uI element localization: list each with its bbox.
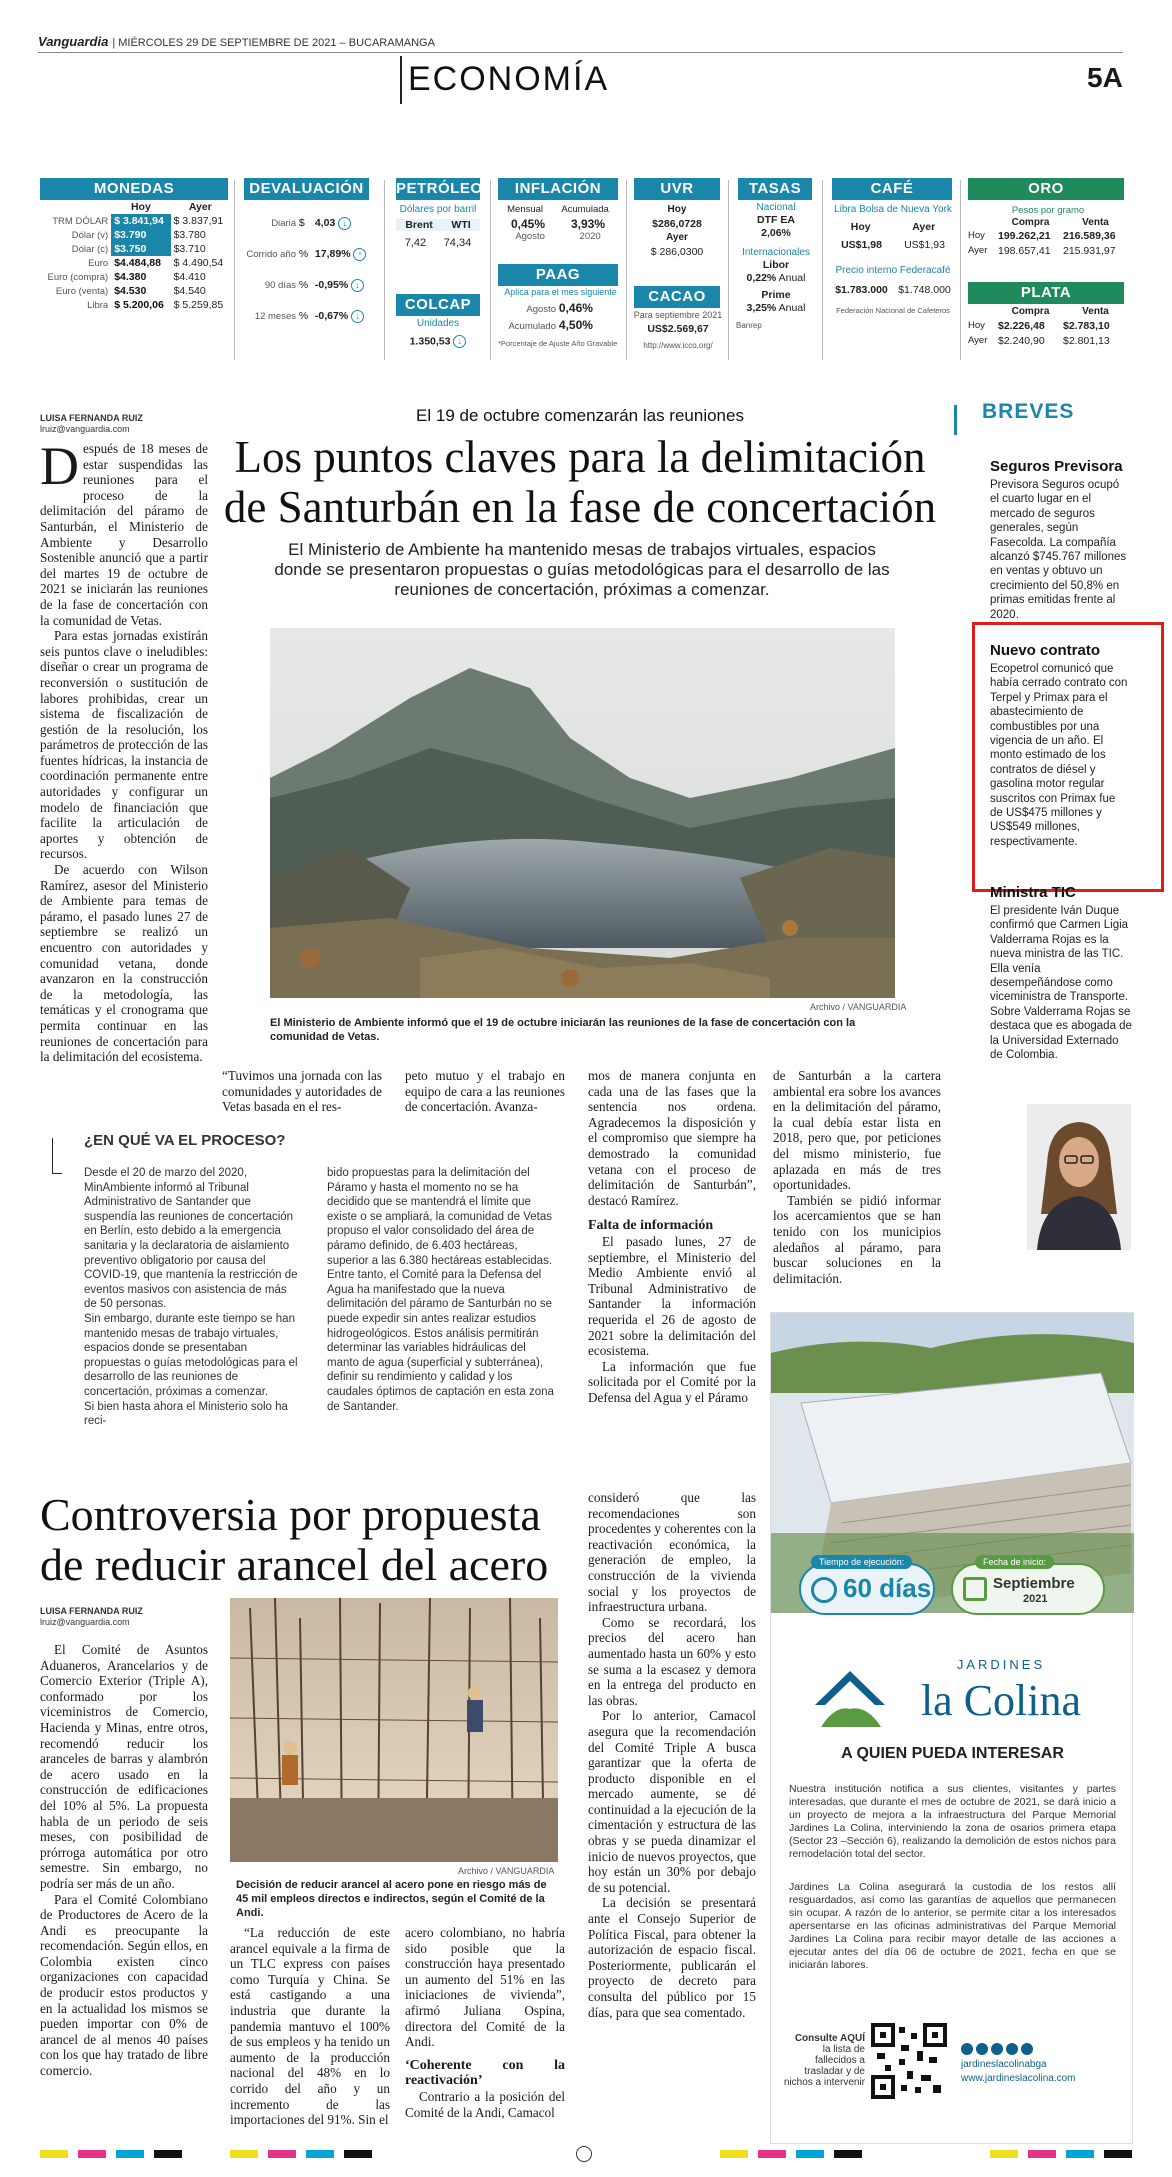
article-column: El Comité de Asuntos Aduaneros, Arancelarios y de Comercio Exterior (Triple A), conformado por los viceministros de Comercio, Hacienda y Minas, entre otros, recomendó reducir los aranceles de barras y alambrón de acero usado en la construcción de edificaciones del 10% al 5%. La propuesta habla de un periodo de seis meses, con posibilidad de prórroga automática por otro semestre. Sin embargo, no podría ser más de un año. Para el Comité Colombiano de Productores de Acero de la Andi es preocupante la recomendación. Según ellos, en Colombia existen cinco organizaciones con capacidad de producir estos productos y en la actualidad los mismos se pueden importar con 0% de arancel de al menos 40 países con los que hay tratado de libre comercio. xyxy=(40,1642,208,2079)
arrow-up-icon: ↑ xyxy=(353,248,366,261)
qr-code-icon xyxy=(871,2023,947,2099)
brief-body: Previsora Seguros ocupó el cuarto lugar en el mercado de seguros generales, según Fasecolda. La compañía alcanzó $745.767 millones en ventas y obtuvo un crecimiento del 50,8% en primas emitidas frente al 2020. xyxy=(990,479,1127,621)
plata-header: PLATA xyxy=(968,282,1124,304)
list-item: 90 días % -0,95% ↓ xyxy=(244,270,374,301)
portrait-photo xyxy=(1027,1104,1131,1250)
registration-mark-icon xyxy=(576,2146,592,2162)
devaluacion-list xyxy=(244,208,374,332)
page-number: 5A xyxy=(1087,62,1123,93)
list-item: Corrido año % 17,89% ↑ xyxy=(244,239,374,270)
breves-title: BREVES xyxy=(982,400,1075,423)
masthead-city: BUCARAMANGA xyxy=(348,37,435,49)
masthead-date: MIÉRCOLES 29 DE SEPTIEMBRE DE 2021 xyxy=(118,37,337,49)
arrow-down-icon: ↓ xyxy=(338,217,351,230)
colcap-header: COLCAP xyxy=(396,294,480,316)
table-row: TRM DÓLAR $ 3.841,94 $ 3.837,91 xyxy=(52,215,224,227)
list-item: Diaria $ 4,03 ↓ xyxy=(244,208,374,239)
kicker: El 19 de octubre comenzarán las reuniones xyxy=(416,406,744,425)
brief-body: Ecopetrol comunicó que había cerrado contrato con Terpel y Primax para el abastecimiento de combustibles por una vigencia de un año. El monto estimado de los contratos de diésel y gasolina motor regular suscritos con Primax fue de US$475 millones y US$549 millones, respectivamente. xyxy=(990,663,1128,848)
cacao-header: CACAO xyxy=(634,286,720,308)
tasas-header: TASAS xyxy=(738,178,812,200)
calendar-icon xyxy=(963,1577,987,1601)
cafe-box: Libra Bolsa de Nueva York Hoy Ayer US$1,98 US$1,93 Precio interno Federacafé $1.783.000 $1.748.000 Federación Nacional de Cafeteros xyxy=(834,204,952,315)
la-colina-logo-icon xyxy=(811,1665,889,1729)
qr-caption: Consulte AQUÍ la lista de fallecidos a trasladar y de nichos a intervenir xyxy=(783,2033,865,2088)
oro-header: ORO xyxy=(968,178,1124,200)
breves-accent xyxy=(954,405,957,435)
paag-box: Aplica para el mes siguiente Agosto 0,46% Acumulado 4,50% *Porcentaje de Ajuste Año Gravable xyxy=(498,287,618,348)
oro-box: Pesos por gramo Compra Venta Hoy 199.262,21 216.589,36 Ayer 198.657,41 215.931,97 xyxy=(968,205,1116,257)
divider xyxy=(728,180,729,360)
article-column: consideró que las recomendaciones son procedentes y coherentes con la reactivación económica, la generación de empleo, la construcción de la vivienda social y los proyectos de infraestructura urbana. Como se recordará, los precios del acero han aumentado hasta un 60% y esto se suma a la escasez y demora en la entrega del producto en las obras. Por lo anterior, Camacol asegura que la recomendación del Comité Triple A busca garantizar que la oferta de producto disponible en el mercado aumente, se dé continuidad a la ejecución de la cimentación y estructura de las obras y se pueda dinamizar el inicio de nuevos proyectos, que hoy están un 30% por debajo de su potencial. La decisión se presentará ante el Consejo Superior de Política Fiscal, para obtener la autorización de espacio fiscal. Posteriormente, publicarán el proyecto de decreto para consulta del público por 15 días, para que sea comentado. xyxy=(588,1490,756,2020)
advertisement xyxy=(770,1312,1133,2144)
construction-photo xyxy=(230,1598,558,1862)
brand-name: la Colina xyxy=(920,1676,1082,1725)
table-row: Libra $ 5.200,06 $ 5.259,85 xyxy=(87,299,224,311)
article-column: de Santurbán a la cartera ambiental era sobre los avances en la delimitación del páramo, la cual debía estar lista en 2018, pero que, por peticiones del mismo ministerio, fue aplazada en más de tres oportunidades. También se pidió informar los acercamientos que se han tenido con los municipios aledaños al páramo, para buscar soluciones en la delimitación. xyxy=(773,1068,941,1286)
social-icons xyxy=(961,2043,1033,2055)
article-column: “Tuvimos una jornada con las comunidades y autoridades de Vetas basada en el res- xyxy=(222,1068,382,1115)
execution-time-badge: Tiempo de ejecución: 60 días xyxy=(799,1563,935,1615)
col-hoy: Hoy xyxy=(130,201,151,213)
table-row: Euro $4.484,88 $ 4.490,54 xyxy=(88,257,224,269)
subhead: ‘Coherente con la reactivación’ xyxy=(405,2057,565,2089)
plata-box: Compra Venta Hoy $2.226,48 $2.783,10 Ayer $2.240,90 $2.801,13 xyxy=(968,306,1110,347)
stopwatch-icon xyxy=(811,1577,837,1603)
brand-logo: Vanguardia xyxy=(38,34,109,49)
website: www.jardineslacolina.com xyxy=(961,2073,1076,2084)
table-row: Dólar (v) $3.790 $3.780 xyxy=(71,229,206,241)
brief-title: Ministra TIC xyxy=(990,884,1076,901)
arrow-down-icon: ↓ xyxy=(453,335,466,348)
petroleo-header: PETRÓLEO xyxy=(396,178,480,200)
table-row: Euro (compra) $4.380 $4.410 xyxy=(47,271,206,283)
paag-header: PAAG xyxy=(498,264,618,286)
uvr-header: UVR xyxy=(634,178,720,200)
divider xyxy=(626,180,627,360)
col-ayer: Ayer xyxy=(188,201,212,213)
brief-body: El presidente Iván Duque confirmó que Carmen Ligia Valderrama Rojas es la nueva ministra de las TIC. Ella venía desempeñándose como viceministra de Transporte. Sobre Valderrama Rojas se destaca que es abogada de la Universidad Externado de Colombia. xyxy=(990,905,1132,1062)
brand-top: JARDINES xyxy=(956,1657,1046,1672)
photo-caption: Decisión de reducir arancel al acero pone en riesgo más de 45 mil empleos directos e indirectos, según el Comité de la Andi. xyxy=(236,1879,547,1919)
article-column: “La reducción de este arancel equivale a la firma de un TLC express con países como Turquía y China. Se está castigando a una industria que durante la pandemia mantuvo el 100% de sus empleos y ha tenido un aumento de la producción nacional del 48% en lo corrido del año y un incremento de las importaciones del 91%. Sin el xyxy=(230,1925,390,2128)
masthead: Vanguardia | MIÉRCOLES 29 DE SEPTIEMBRE DE 2021 – BUCARAMANGA xyxy=(38,34,435,49)
divider xyxy=(822,180,823,360)
brief-title: Nuevo contrato xyxy=(990,642,1101,659)
brief-title: Seguros Previsora xyxy=(990,458,1123,475)
twitter-icon xyxy=(1021,2043,1033,2055)
social-handle: jardineslacolinabga xyxy=(961,2059,1047,2070)
ad-headline: A QUIEN PUEDA INTERESAR xyxy=(841,1745,1064,1762)
subhead: Falta de información xyxy=(588,1218,714,1234)
uvr-box: Hoy $286,0728 Ayer $ 286,0300 xyxy=(650,204,704,258)
dropcap: D xyxy=(40,436,79,496)
deck: El Ministerio de Ambiente ha mantenido mesas de trabajos virtuales, espacios donde se presentaron propuestas o guías metodológicas para el desarrollo de las reuniones de concertación, próximas a comenzar. xyxy=(274,540,890,599)
ad-paragraph: Nuestra institución notifica a sus clientes, visitantes y partes interesadas, que durante el mes de octubre de 2021, se dará inicio a un proyecto de mejora a la infraestructura del Parque Memorial Jardines La Colina, interviniendo la zona de osarios primera etapa (Sector 23 –Sección 6), realizando la demolición de estos nichos para remodelación total del sector. xyxy=(789,1783,1116,1860)
headline: Controversia por propuesta de reducir arancel del acero xyxy=(40,1489,549,1590)
inflacion-box: Mensual Acumulada 0,45% 3,93% Agosto 2020 xyxy=(507,204,609,242)
photo-credit: Archivo / VANGUARDIA xyxy=(458,1866,555,1876)
divider xyxy=(490,180,491,360)
headline: Los puntos claves para la delimitación de Santurbán en la fase de concertación xyxy=(223,432,937,532)
list-item: 12 meses % -0,67% ↓ xyxy=(244,301,374,332)
top-rule xyxy=(38,52,1123,53)
box-bracket xyxy=(52,1138,62,1174)
section-title: ECONOMÍA xyxy=(408,60,610,98)
arrow-down-icon: ↓ xyxy=(351,279,364,292)
inflacion-header: INFLACIÓN xyxy=(498,178,618,200)
divider xyxy=(960,180,961,360)
ad-paragraph: Jardines La Colina asegurará la custodia de los restos allí resguardados, así como las garantías de aquellos que permanecen sin ocupar. A razón de lo anterior, se permite citar a los interesados apersentarse en las oficinas administrativas del Parque Memorial Jardines La Colina para recibir mayor detalle de las acciones a ejecutar antes del día 06 de octubre de 2021, fecha en que se iniciarán labores. xyxy=(789,1881,1116,1971)
article-column: peto mutuo y el trabajo en equipo de cara a las reuniones de concertación. Avanza- xyxy=(405,1068,565,1115)
monedas-table xyxy=(40,200,230,312)
linkedin-icon xyxy=(1006,2043,1018,2055)
photo-credit: Archivo / VANGUARDIA xyxy=(810,1002,907,1012)
article-column: acero colombiano, no habría sido posible que la construcción haya presentado un aumento del 51% en las iniciaciones de vivienda”, afirmó Juliana Ospina, directora del Comité de la Andi. ‘Coherente con la reactivación’ Contrario a la posición del Comité de la Andi, Camacol xyxy=(405,1925,565,2120)
cafe-header: CAFÉ xyxy=(832,178,952,200)
facebook-icon xyxy=(961,2043,973,2055)
article-column: D espués de 18 meses de estar suspendidas las reuniones para el proceso de la delimitación del páramo de Santurbán, el Ministerio de Ambiente y Desarrollo Sostenible anunció que a partir del martes 19 de octubre de 2021 se iniciarán las reuniones de la fase de concertación con la comunidad de Vetas. Para estas jornadas existirán seis puntos clave o ineludibles: diseñar o crear un programa de reconversión o sustitución de labores prohibidas, crear un sistema de fiscalización de gestión de la resolución, los parámetros de protección de las fuentes hídricas, la instancia de coordinación permanente entre autoridades y configurar un modelo de financiación que facilite la articulación de aportes y obtención de recursos. De acuerdo con Wilson Ramírez, asesor del Ministerio de Ambiente para temas de páramo, el pasado lunes 27 de septiembre se realizó un encuentro con autoridades y comunidad vetana, donde avanzaron en la construcción de la metodología, las temáticas y el cronograma que permita continuar en las reuniones de concertación para la delimitación del ecosistema. xyxy=(40,436,208,1065)
process-box-column: bido propuestas para la delimitación del Páramo y hasta el momento no se ha decidido que se mantendrá el límite que existe o se ampliará, la comunidad de Vetas propuso el valor consolidado del área de páramo definido, de 6.403 hectáreas, superior a las 6.380 hectáreas establecidas. Entre tanto, el Comité para la Defensa del Agua ha manifestado que la nueva delimitación del páramo de Santurbán no se puede expedir sin antes realizar estudios hidrogeológicos. Estos análisis permitirán determinar las variables hidráulicas del manto de agua (superficial y subterránea), definir su rendimiento y calidad y los caudales óptimos de captación en esta zona de Santander. xyxy=(327,1167,554,1413)
table-row: Euro (venta) $4.530 $4.540 xyxy=(55,285,206,297)
tasas-box: Nacional DTF EA 2,06% Internacionales Libor 0,22% Anual Prime 3,25% Anual Banrep xyxy=(736,202,810,330)
photo-caption: El Ministerio de Ambiente informó que el 19 de octubre iniciarán las reuniones de la fase de concertación con la comunidad de Vetas. xyxy=(270,1017,856,1043)
lagoon-photo xyxy=(270,628,895,998)
monedas-header: MONEDAS xyxy=(40,178,228,200)
cacao-box: Para septiembre 2021 US$2.569,67 http://www.iccо.org/ xyxy=(633,310,723,350)
process-box-column: Desde el 20 de marzo del 2020, MinAmbiente informó al Tribunal Administrativo de Santander que suspendía las reuniones de concertación en Berlín, esto debido a la emergencia sanitaria y la declaratoria de aislamiento preventivo obligatorio por causa del COVID-19, que mantenía la restricción de eventos masivos con asistencia de más de 50 personas. Sin embargo, durante este tiempo se han mantenido mesas de trabajo virtuales, espacios donde se presentaban propuestas o guías metodológicas para el desarrollo de las reuniones de concertación, próximas a comenzar. Si bien hasta ahora el Ministerio solo ha reci- xyxy=(84,1167,298,1428)
article-column: mos de manera conjunta en cada una de las fases que la sentencia nos ordena. Agradecemos la disposición y el compromiso que siempre ha demostrado la comunidad vetana con el proceso de delimitación de Santurbán”, destacó Ramírez. Falta de información El pasado lunes, 27 de septiembre, el Ministerio del Medio Ambiente envió al Tribunal Administrativo de Santander la información requerida el 26 de agosto de 2021 sobre la delimitación del ecosistema. La información que fue solicitada por el Comité por la Defensa del Agua y el Páramo xyxy=(588,1068,756,1405)
devaluacion-header: DEVALUACIÓN xyxy=(244,178,369,200)
colcap-box: Unidades 1.350,53 ↓ xyxy=(396,318,480,348)
arrow-down-icon: ↓ xyxy=(351,310,364,323)
petroleo-box: Dólares por barril Brent WTI 7,42 74,34 xyxy=(396,204,480,249)
byline: LUISA FERNANDA RUIZ lruiz@vanguardia.com xyxy=(40,413,143,434)
start-date-badge: Fecha de inicio: Septiembre 2021 xyxy=(951,1563,1105,1615)
byline: LUISA FERNANDA RUIZ lruiz@vanguardia.com xyxy=(40,1606,143,1627)
table-row: Dólar (c) $3.750 $3.710 xyxy=(71,243,206,255)
youtube-icon xyxy=(991,2043,1003,2055)
divider xyxy=(384,180,385,360)
process-box-title: ¿EN QUÉ VA EL PROCESO? xyxy=(84,1132,286,1149)
divider xyxy=(234,180,235,360)
section-divider xyxy=(400,56,402,104)
instagram-icon xyxy=(976,2043,988,2055)
